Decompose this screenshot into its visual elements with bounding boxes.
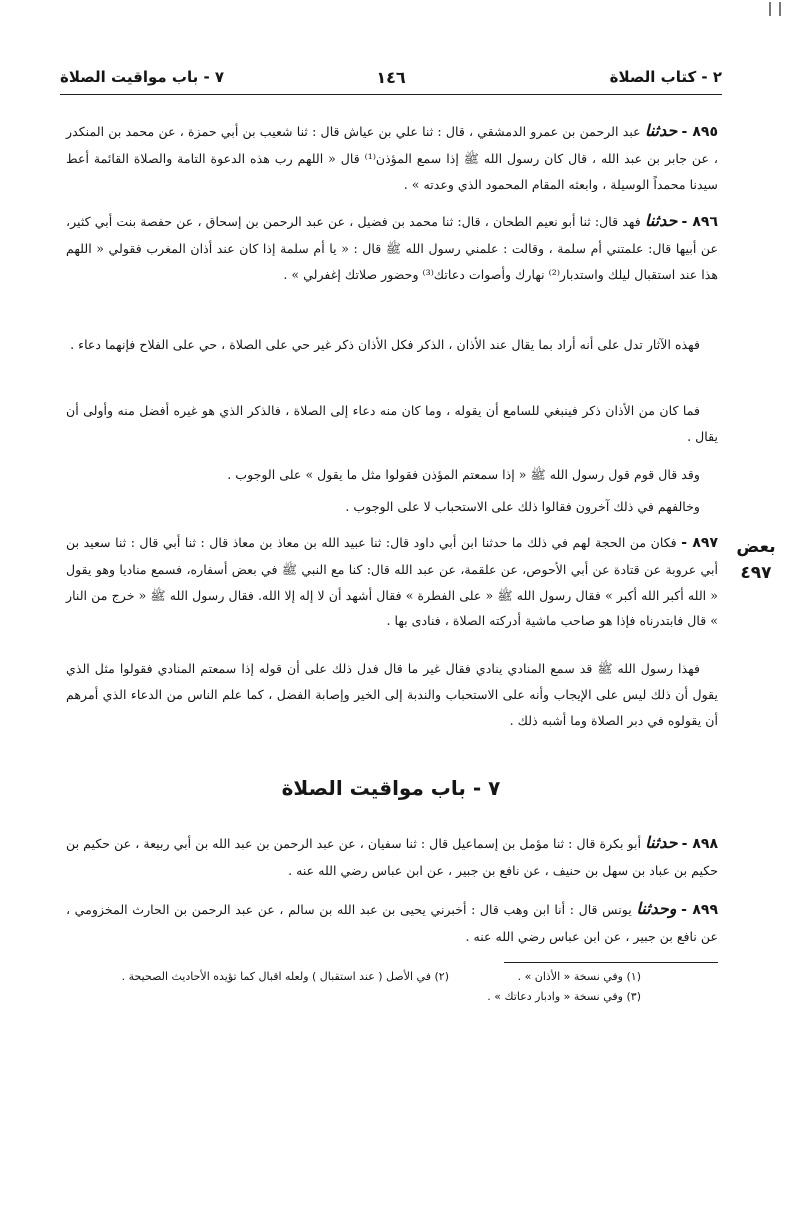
- main-text: [66, 896, 718, 950]
- chapter-title: ٧ - باب مواقيت الصلاة: [281, 776, 501, 800]
- main-text: [66, 398, 718, 450]
- hadith-text: عبد الرحمن بن عمرو الدمشقي ، قال : ثنا علي بن عياش قال : ثنا شعيب بن أبي حمزة ، عن محمد بن المنكدر ، عن جابر بن عبد الله ، قال كان رسول الله ﷺ إذا سمع المؤذن⁽¹⁾ قال « اللهم رب هذه الدعوة التامة والصلاة القائمة أعط سيدنا محمداً الوسيلة ، وابعثه المقام المحمود الذي وعدته » .: [66, 124, 718, 192]
- running-header: [60, 66, 722, 92]
- main-text: [66, 494, 718, 520]
- main-text: [66, 332, 718, 358]
- hadith-897: [66, 530, 718, 634]
- paragraph: فما كان من الأذان ذكر فينبغي للسامع أن يقوله ، وما كان منه دعاء إلى الصلاة ، فالذكر الذي هو غيره أفضل منه وأولى أن يقال .: [66, 403, 718, 444]
- paragraph: فهذا رسول الله ﷺ قد سمع المنادي ينادي فقال غير ما قال فدل ذلك على أن قوله إذا سمعتم المنادي فقولوا مثل الذي يقول أن ذلك ليس على الإيجاب وأنه على الاستحباب والندبة إلى الخير وإصابة الفضل ، كما علم الناس من الدعاء الذي أمرهم أن يقولوه في دبر الصلاة وما أشبه ذلك .: [66, 661, 718, 728]
- hadith-number: ٨٩٩ -: [681, 902, 718, 918]
- hadith-keyword: حدثنا: [645, 833, 678, 852]
- paragraph: وقد قال قوم قول رسول الله ﷺ « إذا سمعتم المؤذن فقولوا مثل ما يقول » على الوجوب .: [227, 467, 700, 482]
- hadith-text: أبو بكرة قال : ثنا مؤمل بن إسماعيل قال : ثنا سفيان ، عن عبد الرحمن بن عبد الله بن أبي ربيعة ، عن حكيم بن حكيم بن عباد بن سهل بن حنيف ، عن نافع بن جبير ، عن ابن عباس رضي الله عنه .: [66, 836, 718, 878]
- footnote-rule: [504, 962, 718, 963]
- hadith-keyword: حدثنا: [644, 121, 678, 140]
- hadith-keyword: وحدثنا: [636, 899, 677, 918]
- paragraph: فهذه الآثار تدل على أنه أراد بما يقال عند الأذان ، الذكر فكل الأذان ذكر غير حي على الصلاة ، حي على الفلاح فإنهما دعاء .: [70, 337, 700, 352]
- hadith-number: ٨٩٧ -: [681, 535, 718, 551]
- hadith-number: ٨٩٥ -: [681, 124, 719, 140]
- main-text: [66, 208, 718, 287]
- header-page-number: ١٤٦: [376, 68, 406, 87]
- hadith-keyword: حدثنا: [644, 211, 678, 230]
- header-book-title: ٢ - كتاب الصلاة: [609, 68, 722, 86]
- corner-mark-icon: [769, 2, 781, 16]
- main-text: [66, 530, 718, 634]
- hadith-896: [66, 208, 718, 287]
- hadith-text: فهد قال: ثنا أبو نعيم الطحان ، قال: ثنا محمد بن فضيل ، عن عبد الرحمن بن إسحاق ، عن حفصة بنت أبي كثير، عن أبيها قال: علمتني أم سلمة ، وقالت : علمني رسول الله ﷺ قال : « يا أم سلمة إذا كان عند أذان المغرب فقولي « اللهم هذا عند استقبال ليلك واستدبار⁽²⁾ نهارك وأصوات دعاتك⁽³⁾ وحضور صلاتك إغفرلي » .: [66, 214, 718, 282]
- hadith-text: فكان من الحجة لهم في ذلك ما حدثنا ابن أبي داود قال: ثنا عبيد الله بن معاذ بن معاذ قال : ثنا أبي قال : ثنا سعيد بن أبي عروبة عن قتادة عن أبي الأحوص، عن علقمة، عن عبد الله قال: كنا مع النبي ﷺ في بعض أسفاره، فسمع مناديا وهو يقول « الله أكبر الله أكبر » فقال رسول الله ﷺ « على الفطرة » فقال أشهد أن لا إله إلا الله. فقال رسول الله ﷺ « خرج من النار » قال فابتدرناه فإذا هو صاحب ماشية أدركته الصلاة ، فنادى بها .: [66, 535, 718, 629]
- paragraph: وخالفهم في ذلك آخرون فقالوا ذلك على الاستحباب لا على الوجوب .: [345, 499, 700, 514]
- footnote-1: (١) وفي نسخة « الأذان » .: [517, 970, 641, 983]
- hadith-number: ٨٩٨ -: [681, 836, 718, 852]
- hadith-899: [66, 896, 718, 950]
- main-text: [66, 830, 718, 884]
- main-text: [66, 118, 718, 197]
- footnote-3: (٣) وفي نسخة « وادبار دعاتك » .: [487, 990, 641, 1003]
- hadith-895: [66, 118, 718, 197]
- header-rule: [60, 94, 722, 95]
- main-text: [66, 462, 718, 488]
- margin-note-word: بعض: [736, 537, 776, 557]
- hadith-text: يونس قال : أنا ابن وهب قال : أخبرني يحيى بن عبد الله بن سالم ، عن عبد الرحمن بن الحارث المخزومي ، عن نافع بن جبير ، عن ابن عباس رضي الله عنه .: [66, 902, 718, 944]
- margin-note-number: ٤٩٧: [740, 563, 772, 583]
- hadith-number: ٨٩٦ -: [681, 214, 718, 230]
- footnote-2: (٢) في الأصل ( عند استقبال ) ولعله اقبال كما تؤيده الأحاديث الصحيحة .: [121, 970, 449, 983]
- margin-note: [728, 534, 784, 586]
- header-chapter-title: ٧ - باب مواقيت الصلاة: [60, 68, 225, 86]
- hadith-898: [66, 830, 718, 884]
- main-text: [66, 656, 718, 733]
